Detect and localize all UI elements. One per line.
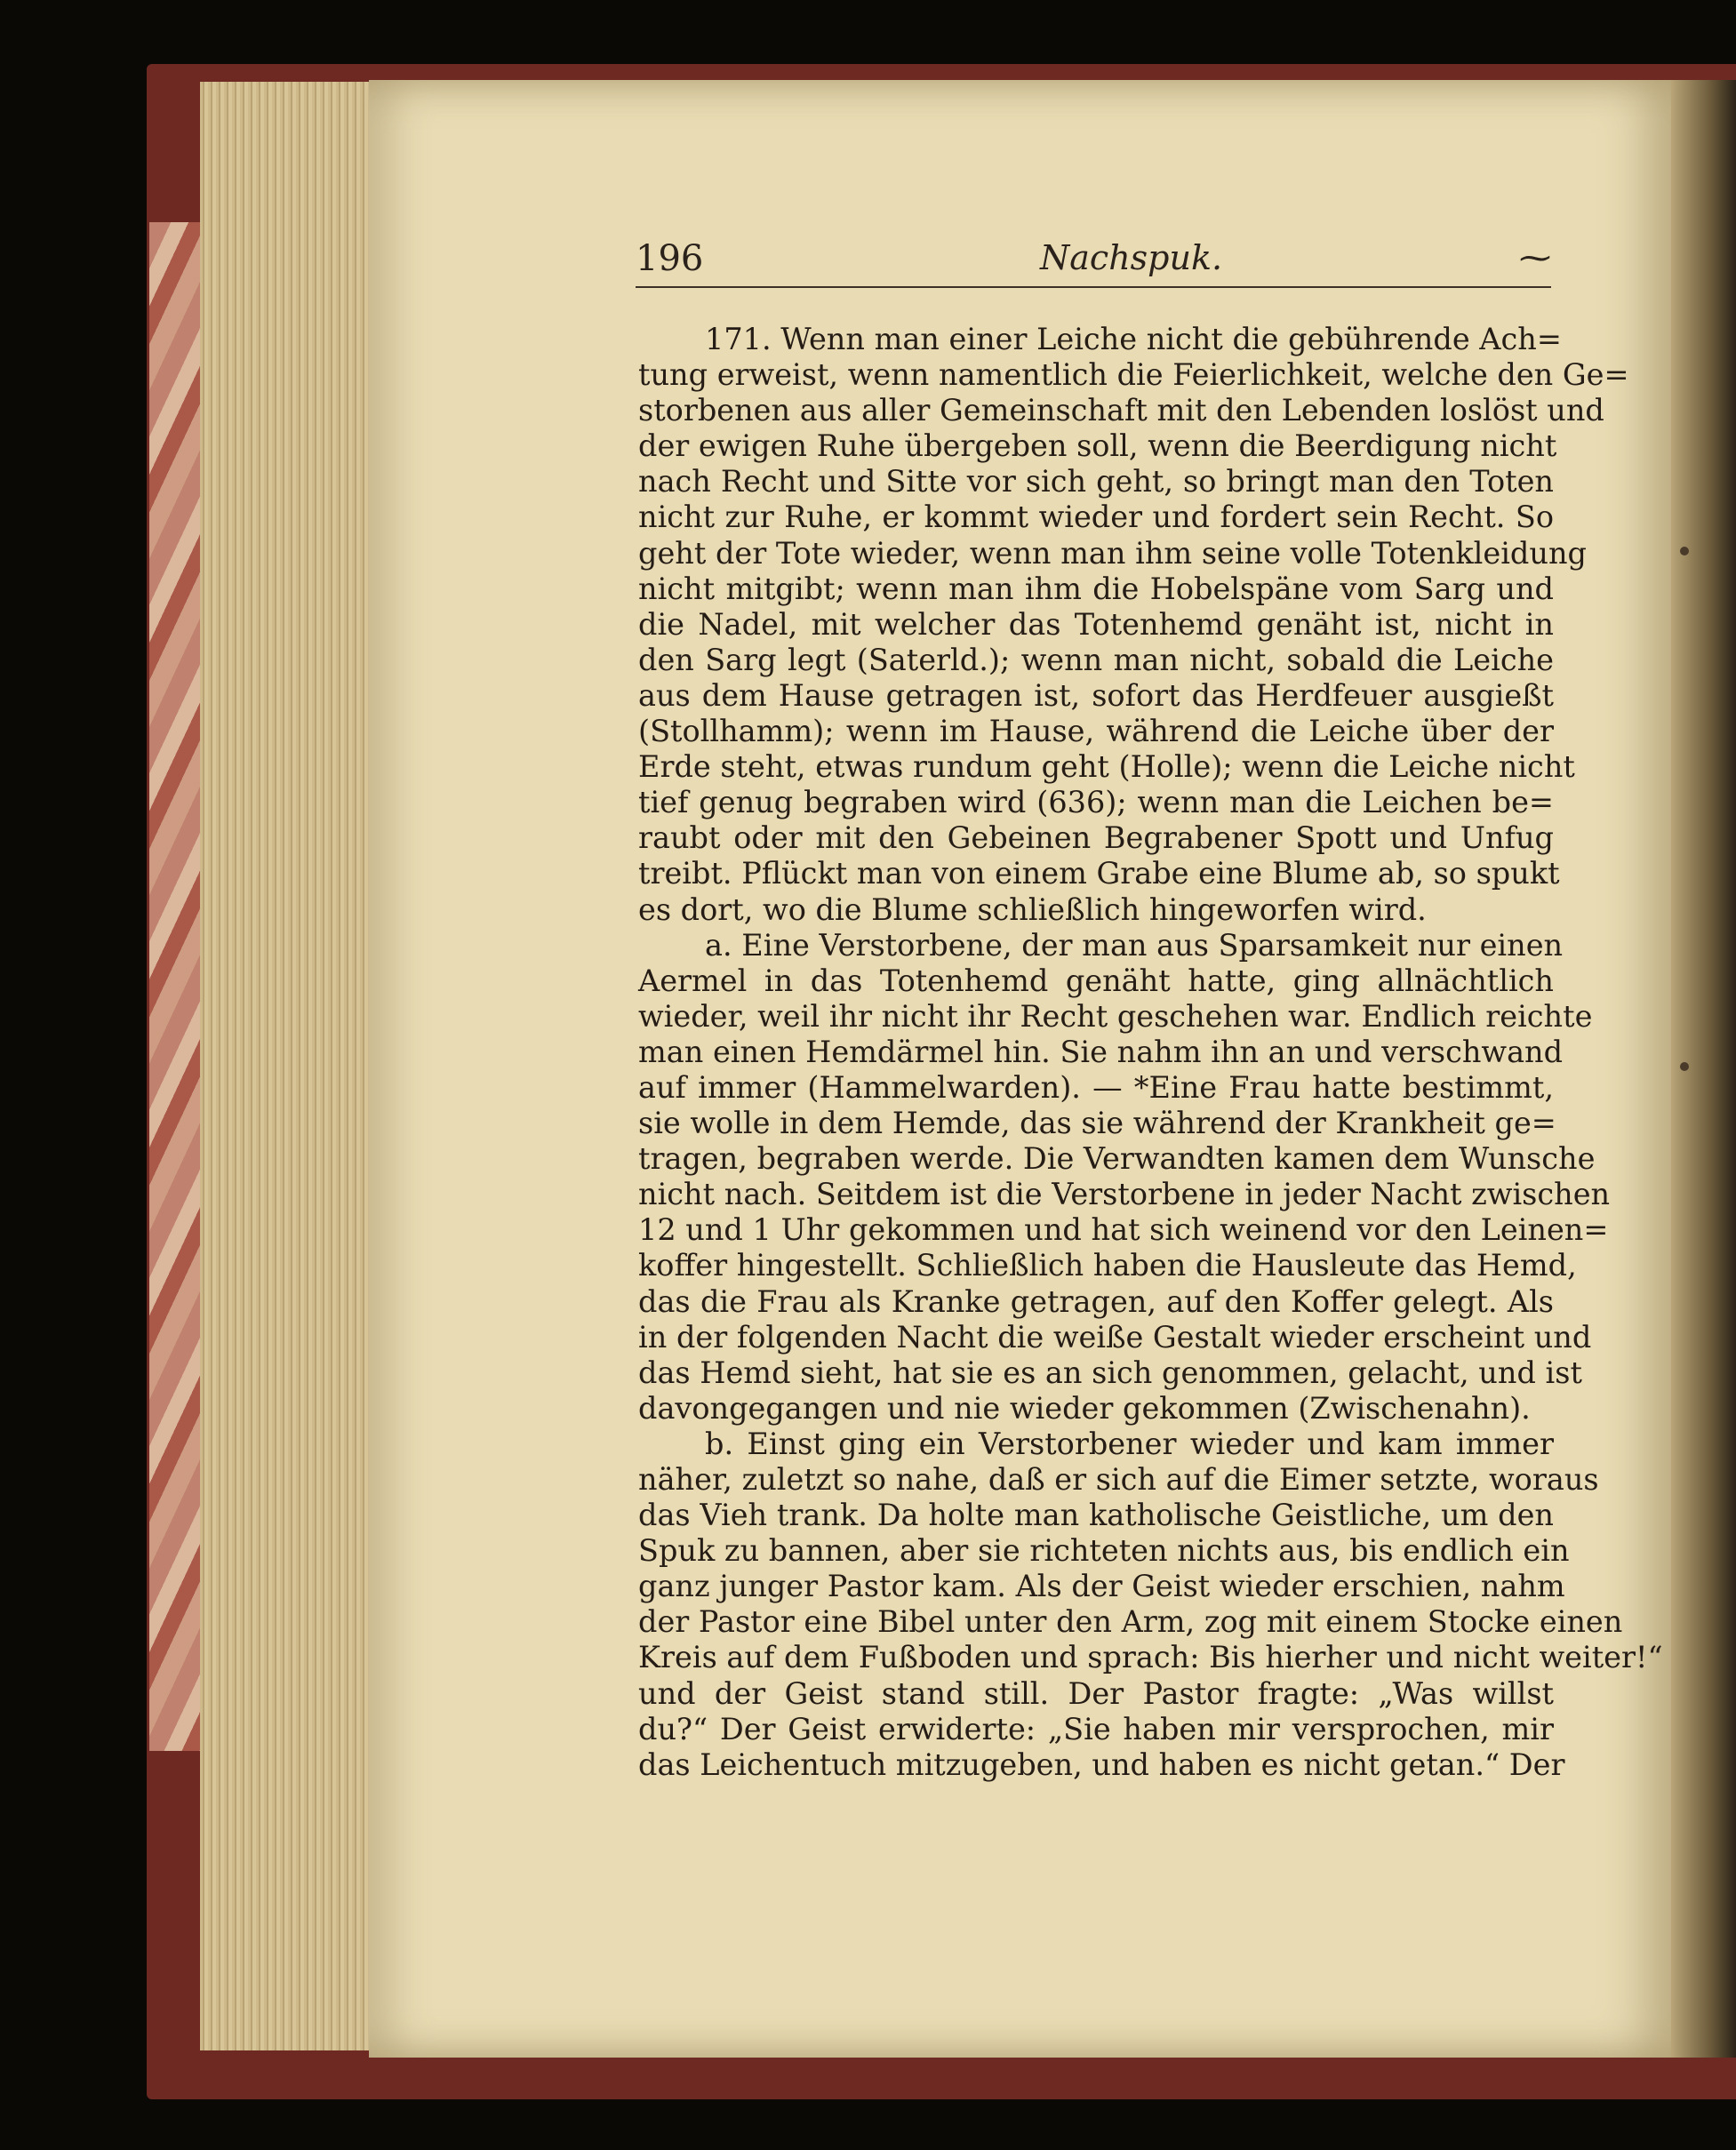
ornament-icon: ⁓ (1519, 240, 1551, 276)
text-line: nicht mitgibt; wenn man ihm die Hobelspäne vom Sarg und (638, 571, 1554, 606)
text-line: raubt oder mit den Gebeinen Begrabener Spott und Unfug (638, 820, 1554, 856)
body-text (638, 322, 1663, 1783)
page-edges (200, 82, 382, 2050)
text-line: Aermel in das Totenhemd genäht hatte, ging allnächtlich (638, 963, 1554, 998)
text-line: a. Eine Verstorbene, der man aus Sparsamkeit nur einen (705, 927, 1564, 963)
text-line: das Vieh trank. Da holte man katholische Geistliche, um den (638, 1498, 1554, 1533)
text-line: b. Einst ging ein Verstorbener wieder und kam immer (705, 1426, 1554, 1461)
text-line: es dort, wo die Blume schließlich hingeworfen wird. (638, 891, 1427, 927)
text-line: das Leichentuch mitzugeben, und haben es nicht getan.“ Der (638, 1746, 1565, 1782)
text-line: das die Frau als Kranke getragen, auf den Koffer gelegt. Als (638, 1283, 1554, 1319)
page-mark (1680, 1062, 1689, 1071)
text-line: näher, zuletzt so nahe, daß er sich auf die Eimer setzte, woraus (638, 1462, 1599, 1497)
text-line: den Sarg legt (Saterld.); wenn man nicht, sobald die Leiche (638, 642, 1554, 677)
text-line: Kreis auf dem Fußboden und sprach: Bis hierher und nicht weiter!“ (638, 1640, 1663, 1675)
text-line: tief genug begraben wird (636); wenn man die Leichen be= (638, 785, 1554, 820)
text-line: nach Recht und Sitte vor sich geht, so bringt man den Toten (638, 464, 1554, 500)
text-line: Spuk zu bannen, aber sie richteten nichts aus, bis endlich ein (638, 1533, 1570, 1569)
text-line: nicht zur Ruhe, er kommt wieder und fordert sein Recht. So (638, 500, 1554, 535)
text-line: storbenen aus aller Gemeinschaft mit den Lebenden loslöst und (638, 393, 1604, 428)
text-line: und der Geist stand still. Der Pastor fragte: „Was willst (638, 1675, 1554, 1711)
running-title: Nachspuk. (1040, 238, 1223, 277)
page-mark (1680, 547, 1689, 555)
page-header (636, 238, 1551, 288)
text-line: sie wolle in dem Hemde, das sie während der Krankheit ge= (638, 1106, 1556, 1141)
text-line: geht der Tote wieder, wenn man ihm seine volle Totenkleidung (638, 535, 1587, 571)
text-line: aus dem Hause getragen ist, sofort das Herdfeuer ausgießt (638, 677, 1554, 713)
text-line: davongegangen und nie wieder gekommen (Zwischenahn). (638, 1390, 1531, 1426)
text-line: tragen, begraben werde. Die Verwandten kamen dem Wunsche (638, 1141, 1596, 1177)
text-line: koffer hingestellt. Schließlich haben die Hausleute das Hemd, (638, 1248, 1577, 1283)
page-number: 196 (636, 238, 704, 279)
text-line: nicht nach. Seitdem ist die Verstorbene in jeder Nacht zwischen (638, 1177, 1611, 1212)
text-line: in der folgenden Nacht die weiße Gestalt wieder erscheint und (638, 1319, 1592, 1355)
text-line: du?“ Der Geist erwiderte: „Sie haben mir versprochen, mir (638, 1711, 1554, 1746)
text-line: man einen Hemdärmel hin. Sie nahm ihn an und verschwand (638, 1034, 1564, 1069)
text-line: 171. Wenn man einer Leiche nicht die gebührende Ach= (705, 322, 1562, 356)
text-line: Erde steht, etwas rundum geht (Holle); wenn die Leiche nicht (638, 749, 1575, 785)
text-line: tung erweist, wenn namentlich die Feierlichkeit, welche den Ge= (638, 357, 1629, 393)
header-rule (636, 286, 1551, 288)
text-line: treibt. Pflückt man von einem Grabe eine Blume ab, so spukt (638, 856, 1560, 891)
text-line: 12 und 1 Uhr gekommen und hat sich weinend vor den Leinen= (638, 1212, 1609, 1248)
text-line: der ewigen Ruhe übergeben soll, wenn die Beerdigung nicht (638, 428, 1557, 464)
text-line: ganz junger Pastor kam. Als der Geist wieder erschien, nahm (638, 1569, 1565, 1604)
text-line: das Hemd sieht, hat sie es an sich genommen, gelacht, und ist (638, 1355, 1582, 1390)
text-line: auf immer (Hammelwarden). — *Eine Frau hatte bestimmt, (638, 1069, 1554, 1105)
text-line: wieder, weil ihr nicht ihr Recht geschehen war. Endlich reichte (638, 998, 1593, 1034)
text-line: die Nadel, mit welcher das Totenhemd genäht ist, nicht in (638, 606, 1554, 642)
text-line: (Stollhamm); wenn im Hause, während die Leiche über der (638, 714, 1554, 749)
text-line: der Pastor eine Bibel unter den Arm, zog mit einem Stocke einen (638, 1604, 1623, 1640)
